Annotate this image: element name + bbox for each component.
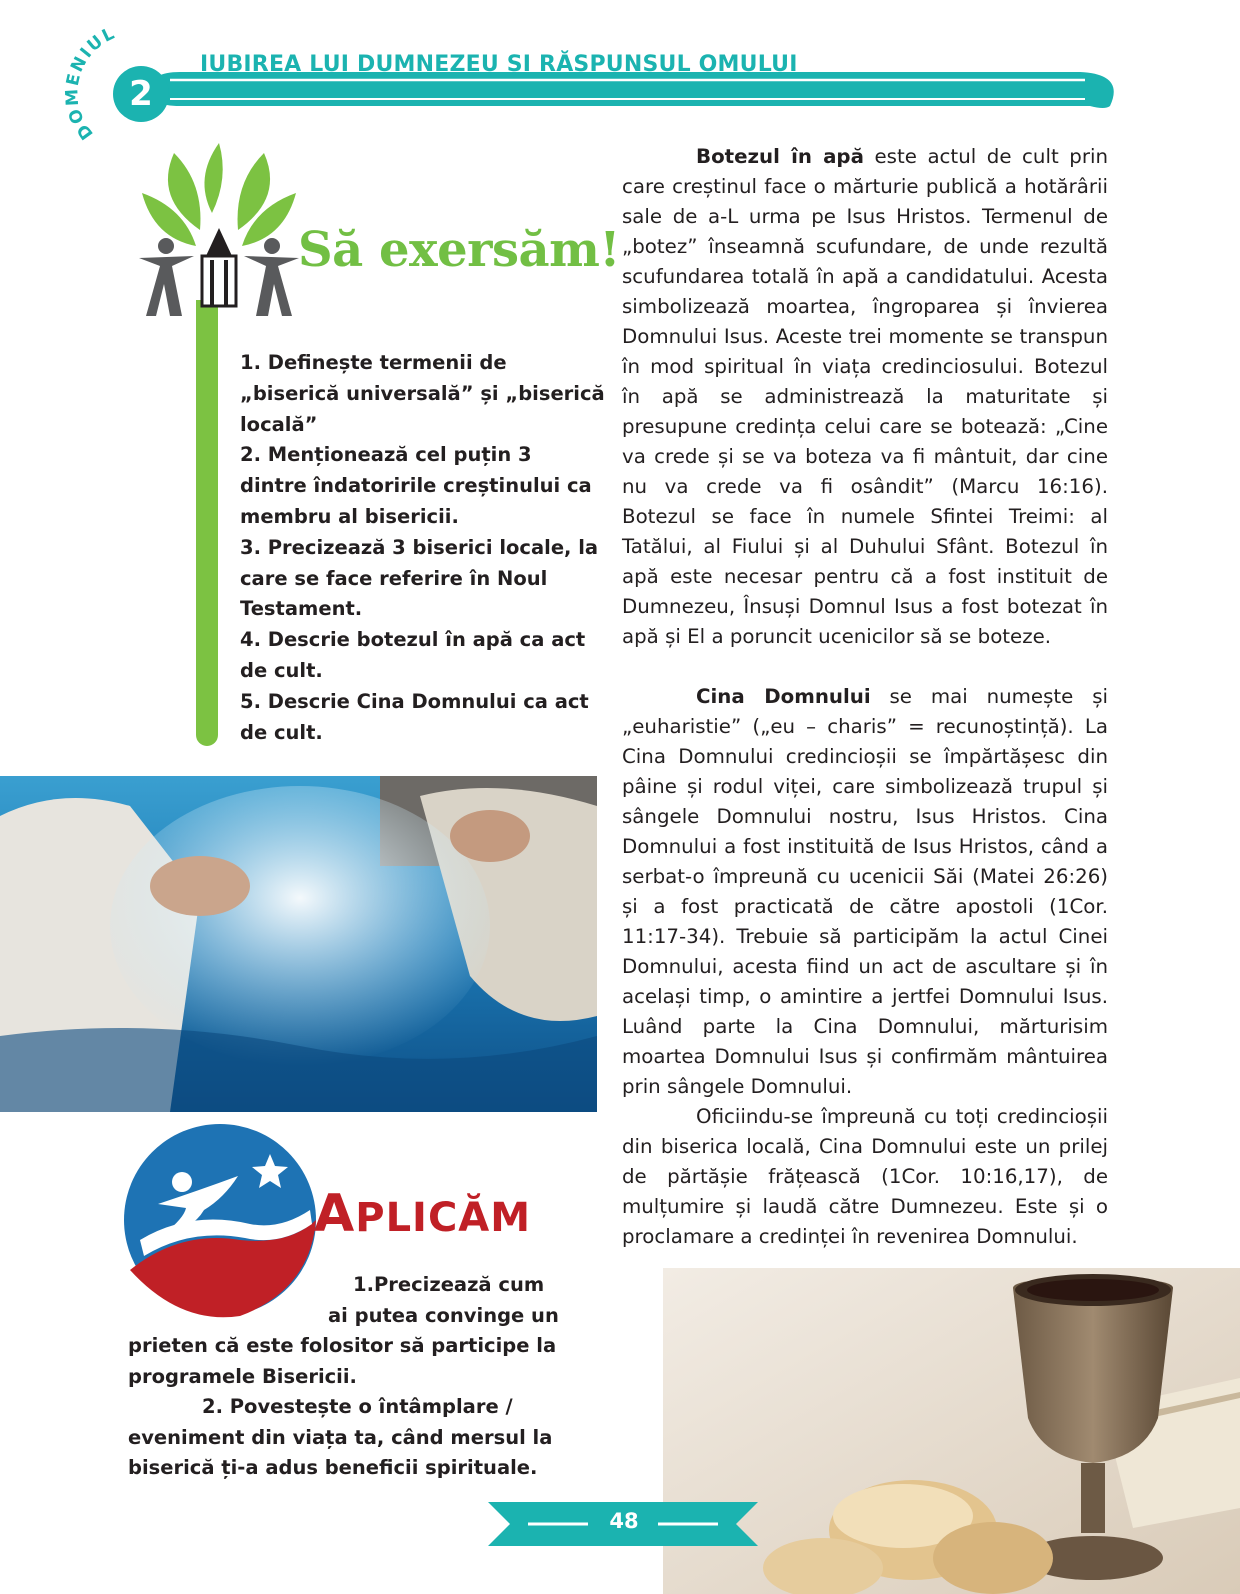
apply-question-1: [128, 1270, 568, 1392]
apply-q1-line: prieten că este folositor să participe la programele Bisericii.: [128, 1334, 557, 1388]
domain-word: DOMENIUL: [62, 23, 120, 144]
exercise-title: Să exersăm!: [298, 222, 620, 278]
article-column: [622, 142, 1108, 1252]
apply-q1-line: 1.Precizează cum: [353, 1273, 545, 1296]
list-item: 3. Precizează 3 biserici locale, la care se face referire în Noul Testament.: [240, 535, 599, 621]
baptism-paragraph: [622, 142, 1108, 652]
baptism-photo: [0, 776, 597, 1112]
apply-q2-line: 2. Povestește o întâmplare /: [202, 1395, 513, 1418]
apply-title-first: A: [314, 1184, 356, 1244]
supper-paragraph-2: Oficiindu-se împreună cu toți credincioșii din biserica locală, Cina Domnului este un prilej de părtășie frățească (1Cor. 10:16,17), de mulțumire și laudă către Dumnezeu. Este și o proclamare a credinței în revenirea Domnului.: [622, 1105, 1108, 1248]
apply-title: [314, 1184, 531, 1244]
page-number: 48: [609, 1509, 639, 1533]
apply-question-2: [128, 1392, 588, 1484]
list-item: 4. Descrie botezul în apă ca act de cult.: [240, 628, 586, 682]
list-item: 1. Definește termenii de „biserică universală” și „biserică locală”: [240, 351, 605, 436]
apply-q2-line: eveniment din viața ta, când mersul la biserică ți-a adus beneficii spirituale.: [128, 1425, 553, 1479]
baptism-term: Botezul în apă: [696, 145, 864, 168]
svg-text:DOMENIUL: [62, 23, 119, 143]
list-item: 5. Descrie Cina Domnului ca act de cult.: [240, 689, 589, 744]
exercise-bar: [196, 300, 218, 746]
leaves-pencil-people-icon: [134, 138, 304, 338]
supper-text: se mai numește și „euharistie” („eu – charis” = recunoștință). La Cina Domnului credincioșii se împărtășesc din pâine și rodul viței, care simbolizează trupul și sângele Domnului nostru, Isus Hristos. Cina Domnului a fost instituită de Isus Hristos, când a serbat-o împreună cu ucenicii Săi (Matei 26:26) și a fost practicată de către apostoli (1Cor. 11:17-34). Trebuie să participăm la actul Cinei Domnului, acesta fiind un act de ascultare și în același timp, o amintire a jertfei Domnului Isus. Luând parte la Cina Domnului, mărturisim moartea Domnului Isus și confirmăm mântuirea prin sângele Domnului.: [622, 685, 1108, 1098]
domain-number-badge: 2: [113, 66, 169, 122]
apply-title-rest: PLICĂM: [355, 1195, 532, 1241]
page-header: [0, 0, 1240, 144]
supper-paragraph: [622, 682, 1108, 1102]
baptism-text: este actul de cult prin care creștinul face o mărturie publică a hotărârii sale de a-L urma pe Isus Hristos. Termenul de „botez” înseamnă scufundare, de unde rezultă scufundarea totală în apă a candidatului. Acesta simbolizează moartea, îngroparea și învierea Domnului Isus. Aceste trei momente se transpun în mod spiritual în viața credinciosului. Botezul în apă se administrează la maturitate și presupune credința celui care se botează: „Cine va crede și se va boteza va fi mântuit, dar cine nu va crede va fi osândit” (Marcu 16:16). Botezul se face în numele Sfintei Treimi: al Tatălui, al Fiului și al Duhului Sfânt. Botezul în apă este necesar pentru că a fost instituit de Dumnezeu, Însuși Domnul Isus a fost botezat în apă și El a poruncit ucenicilor să se boteze.: [622, 145, 1108, 648]
list-item: 2. Menționează cel puțin 3 dintre îndatoririle creștinului ca membru al bisericii.: [240, 443, 592, 528]
apply-q1-line: ai putea convinge un: [328, 1303, 559, 1327]
supper-term: Cina Domnului: [696, 685, 871, 708]
header-title: IUBIREA LUI DUMNEZEU ȘI RĂSPUNSUL OMULUI: [200, 52, 798, 77]
exercise-list: [240, 348, 605, 748]
